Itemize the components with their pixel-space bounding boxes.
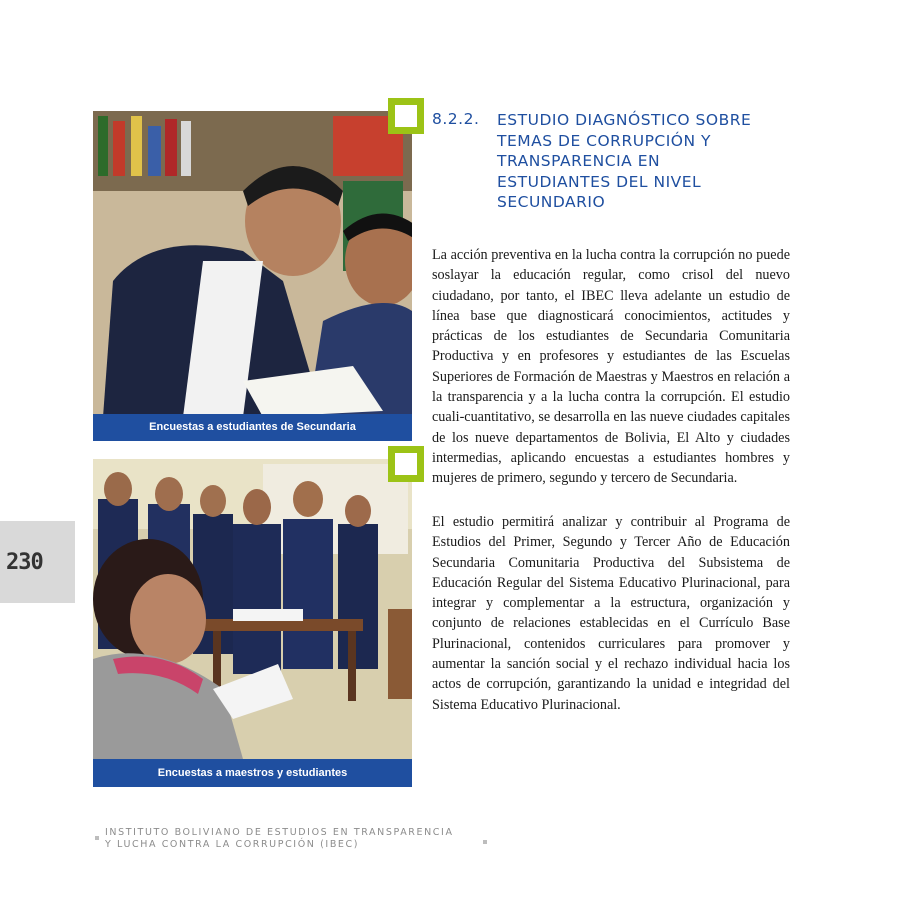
photo-caption-2: Encuestas a maestros y estudiantes	[93, 759, 412, 787]
photo-students-survey	[93, 111, 412, 417]
footer-institution	[105, 827, 454, 851]
footer-bullet-icon	[483, 840, 487, 844]
page-number: 230	[6, 550, 43, 575]
section-marker-icon	[388, 98, 424, 134]
page-number-tab	[0, 521, 75, 603]
footer-line-2: Y LUCHA CONTRA LA CORRUPCIÓN (IBEC)	[105, 839, 360, 850]
footer-line-1: INSTITUTO BOLIVIANO DE ESTUDIOS EN TRANSPARENCIA	[105, 827, 454, 838]
photo-marker-icon	[388, 446, 424, 482]
photo-caption-1: Encuestas a estudiantes de Secundaria	[93, 414, 412, 441]
section-title: ESTUDIO DIAGNÓSTICO SOBRE TEMAS DE CORRUPCIÓN Y TRANSPARENCIA EN ESTUDIANTES DEL NIVEL SECUNDARIO	[497, 111, 752, 211]
paragraph-2: El estudio permitirá analizar y contribuir al Programa de Estudios del Primer, Segundo y Tercer Año de Educación Secundaria Comunitaria Productiva del Subsistema de Educación Regular del Sistema Educativo Plurinacional, para integrar y complementar a la estructura, organización y conjunto de relaciones establecidas en el Currículo Base Plurinacional, contenidos curriculares para promover y aumentar la sanción social y el rechazo individual hacia los actos de corrupción, garantizando la unidad e integridad del Sistema Educativo Plurinacional.	[432, 514, 790, 713]
section-number: 8.2.2.	[432, 110, 480, 128]
photo-teachers-students-survey	[93, 459, 412, 759]
paragraph-1: La acción preventiva en la lucha contra la corrupción no puede soslayar la educación regular, como crisol del nuevo ciudadano, por tanto, el IBEC lleva adelante un estudio de línea base que diagnosticará conocimientos, actitudes y prácticas de los estudiantes de Secundaria Comunitaria Productiva y en profesores y estudiantes de las Escuelas Superiores de Formación de Maestras y Maestros en relación a la transparencia y a la lucha contra la corrupción. El estudio cuali-cuantitativo, se desarrolla en las nueve ciudades capitales de los nueve departamentos de Bolivia, El Alto y ciudades intermedias, aplicando encuestas a estudiantes hombres y mujeres de primero, segundo y tercero de Secundaria.	[432, 247, 790, 487]
footer-bullet-icon	[95, 836, 99, 840]
